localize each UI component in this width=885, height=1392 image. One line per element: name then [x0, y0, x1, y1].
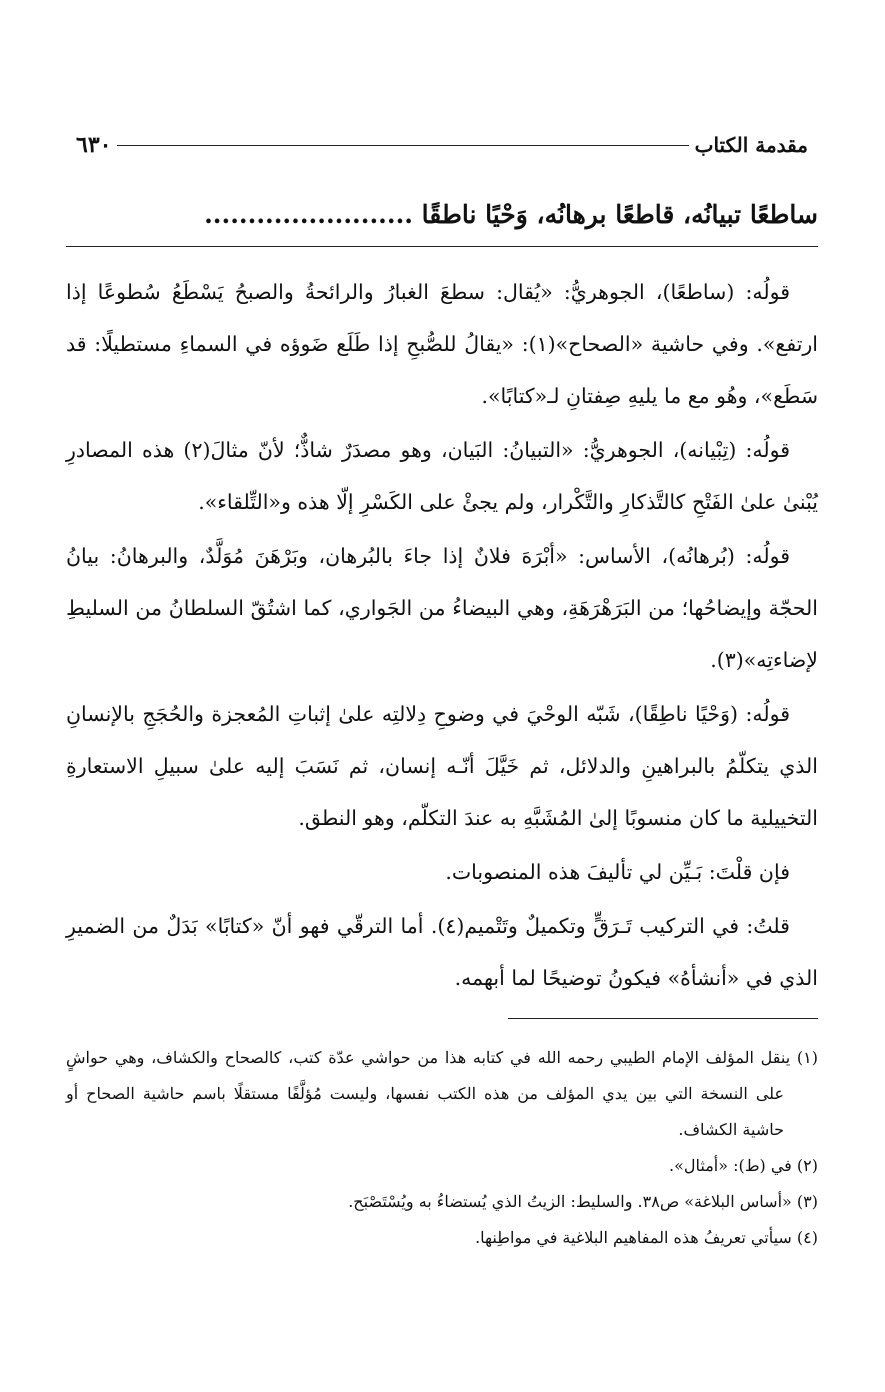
footnote-4: (٤) سيأتي تعريفُ هذه المفاهيم البلاغية في مواطِنها. [475, 1228, 818, 1247]
main-text [66, 266, 818, 1004]
footnote-divider [508, 1018, 818, 1019]
heading-divider [66, 246, 818, 247]
book-page [66, 0, 818, 1392]
paragraph-answer: قلتُ: في التركيب تَـرَقٍّ وتكميلٌ وتَتْميم(٤). أما الترقّي فهو أنّ «كتابًا» بَدَلٌ من الضميرِ الذي في «أنشأهُ» فيكونُ توضيحًا لما أبهمه. [66, 914, 818, 990]
paragraph-sati: قولُه: (ساطعًا)، الجوهريُّ: «يُقال: سطعَ الغبارُ والرائحةُ والصبحُ يَسْطَعُ سُطوعًا إذا ارتفع». وفي حاشية «الصحاح»(١): «يقالُ للصُّبحِ إذا طَلَع ضَوؤه في السماءِ مستطيلًا: قد سَطَع»، وهُو مع ما يليهِ صِفتانِ لـ«كتابًا». [66, 280, 818, 408]
running-head [66, 128, 818, 162]
footnote-3: (٣) «أساس البلاغة» ص٣٨. والسليط: الزيتُ الذي يُستضاءُ به ويُسْتَصْبَح. [348, 1192, 818, 1211]
running-head-title: مقدمة الكتاب [694, 133, 808, 157]
paragraph-burhan: قولُه: (بُرهانُه)، الأساس: «أبْرَهَ فلانٌ إذا جاءَ بالبُرهان، وبَرْهَنَ مُوَلَّدٌ، والبرهانُ: بيانُ الحجّة وإيضاحُها؛ من البَرَهْرَهَةِ، وهي البيضاءُ من الجَواري، كما اشتُقّ السلطانُ من السليطِ لإضاءتِه»(٣). [66, 544, 818, 672]
page-number: ٦٣٠ [76, 132, 112, 158]
running-head-rule [117, 145, 688, 146]
paragraph-question: فإن قلْتَ: بَـيِّن لي تأليفَ هذه المنصوبات. [445, 860, 790, 884]
footnote-1: (١) ينقل المؤلف الإمام الطيبي رحمه الله في كتابه هذا من حواشي عدّة كتب، كالصحاح والكشاف، وهي حواشٍ على النسخة التي بين يدي المؤلف من هذه الكتب نفسها، وليست مُؤلَّفًا مستقلًا باسم حاشية الصحاح أو حاشية الكشاف. [66, 1048, 819, 1139]
footnote-2: (٢) في (ط): «أمثال». [668, 1156, 818, 1175]
footnotes [66, 1040, 818, 1256]
section-heading: ساطعًا تبيانُه، قاطعًا برهانُه، وَحْيًا ناطقًا ........................ [204, 200, 818, 229]
paragraph-tibyan: قولُه: (تِبْيانه)، الجوهريُّ: «التبيانُ: البَيان، وهو مصدَرٌ شاذٌّ؛ لأنّ مثالَ(٢) هذه المصادرِ يُبْنىٰ علىٰ الفَتْحِ كالتَّذكارِ والتَّكْرار، ولم يجئْ على الكَسْرِ إلّا هذه و«التِّلقاء». [66, 438, 818, 514]
paragraph-wahy: قولُه: (وَحْيًا ناطِقًا)، شَبّه الوحْيَ في وضوحِ دِلالتِه علىٰ إثباتِ المُعجزة والحُجَجِ بالإنسانِ الذي يتكلّمُ بالبراهينِ والدلائل، ثم خَيَّلَ أنّـه إنسان، ثم نَسَبَ إليه علىٰ سبيلِ الاستعارةِ التخييلية ما كان منسوبًا إلىٰ المُشَبَّهِ به عندَ التكلّم، وهو النطق. [66, 702, 818, 830]
